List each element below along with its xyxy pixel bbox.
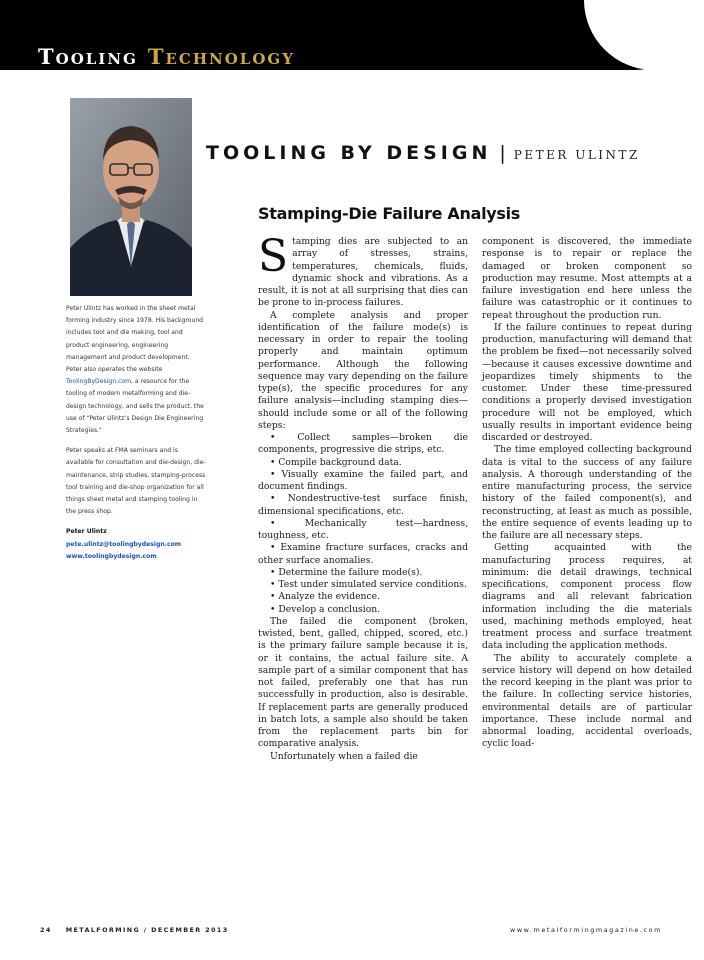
author-email-link[interactable]: pete.ulintz@toolingbydesign.com [66, 540, 182, 548]
section-word-technology: Technology [147, 44, 295, 69]
article-paragraph: A complete analysis and proper identification of the failure mode(s) is necessary in order to repair the tooling properly and maintain optimum performance. Although the following sequence may vary depending on the failure type(s), the specific procedures for any failure analysis—including stamping dies—should include some or all of the following steps: [258, 309, 468, 431]
author-photo [70, 98, 192, 296]
article-paragraph: Unfortunately when a failed die [270, 750, 418, 762]
portrait-image [70, 98, 192, 296]
column-title [206, 142, 640, 164]
author-invite: Peter speaks at FMA seminars and is available for consultation and die-design, die-maintenance, strip studies, stamping-process tool training and die-shop organization for all things sheet metal and stamping tooling in the press shop. [66, 447, 206, 516]
article-paragraph: The failed die component (broken, twisted, bent, galled, chipped, scored, etc.) is the primary failure sample because it is, or it contains, the actual failure site. A sample part of a similar component that has not failed, preferably one that has run successfully in production, also is desirable. If replacement parts are generally produced in batch lots, a sample also should be taken from the replacement parts bin for comparative analysis. [258, 615, 468, 750]
bio-text-end: , a resource for the tooling of modern metalforming and die-design technology, and sells the product, the use of "Peter Ulintz’s Design Die Engineering Strategies." [66, 378, 204, 435]
step-item: • Nondestructive-test surface finish, dimensional specifications, etc. [258, 493, 468, 517]
step-item: • Compile background data. [270, 456, 402, 468]
step-item: • Examine fracture surfaces, cracks and other surface anomalies. [258, 542, 468, 566]
step-item: • Determine the failure mode(s). [270, 566, 423, 578]
step-item: • Develop a conclusion. [270, 603, 381, 615]
column-author: PETER ULINTZ [513, 148, 640, 162]
article-column-2 [482, 236, 692, 751]
title-separator: | [499, 142, 506, 164]
footer-website[interactable]: www.metalformingmagazine.com [510, 926, 662, 934]
step-item: • Analyze the evidence. [270, 591, 380, 603]
publication-name: METALFORMING / DECEMBER 2013 [65, 926, 229, 934]
author-bio [66, 303, 206, 437]
bio-text-start: Peter Ulintz has worked in the sheet metal forming industry since 1978. His background includes tool and die making, tool and product engineering, engineering management and product development. Peter also operates the website [66, 305, 204, 374]
step-item: • Visually examine the failed part, and document findings. [258, 468, 468, 492]
article-paragraph: The time employed collecting background data is vital to the success of any failure analysis. A thorough understanding of the entire manufacturing process, the service history of the failed component(s), and reconstructing, at least as much as possible, the entire sequence of events leading up to the failure are all necessary steps. [482, 444, 692, 541]
article-paragraph: component is discovered, the immediate response is to repair or replace the damaged or broken component so production may resume. Most attempts at a failure investigation end here unless the failure was catastrophic or it continues to repeat throughout the production run. [482, 236, 692, 321]
section-label [38, 44, 295, 69]
article-column-1 [258, 231, 468, 763]
page-number: 24 [40, 926, 52, 934]
author-signature: Peter Ulintz [66, 528, 107, 536]
article-paragraph: The ability to accurately complete a service history will depend on how detailed the record keeping in the plant was prior to the failure. In collecting service histories, environmental details are of particular importance. These include normal and abnormal loading, accidental overloads, cyclic load- [482, 652, 692, 750]
step-item: • Test under simulated service conditions. [270, 579, 467, 590]
column-name: TOOLING BY DESIGN [206, 142, 492, 164]
article-headline: Stamping-Die Failure Analysis [258, 204, 521, 223]
first-paragraph-text: tamping dies are subjected to an array of stresses, strains, temperatures, chemicals, fluids, dynamic shock and vibrations. As a result, it is not at all surprising that dies can be prone to in-process failures. [258, 236, 468, 309]
footer-left [40, 926, 229, 934]
drop-cap: S [258, 231, 289, 282]
article-paragraph [258, 231, 468, 310]
article-paragraph: Getting acquainted with the manufacturing process requires, at minimum: die detail drawings, technical specifications, component process flow diagrams and all relevant fabrication information including the die materials used, machining methods employed, heat treatment process and surface treatment data including the application methods. [482, 542, 692, 652]
section-word-tooling: Tooling [38, 44, 138, 69]
author-sidebar [66, 303, 206, 563]
step-item: • Mechanically test—hardness, toughness, etc. [258, 517, 468, 541]
website-link[interactable]: ToolingByDesign.com [66, 378, 132, 386]
author-web-link[interactable]: www.toolingbydesign.com [66, 552, 157, 560]
step-item: • Collect samples—broken die components, progressive die strips, etc. [258, 432, 468, 456]
article-paragraph: If the failure continues to repeat during production, manufacturing will demand that the problem be fixed—not necessarily solved—because it causes excessive downtime and jeopardizes timely shipments to the customer. Under these time-pressured conditions a properly devised investigation procedure will not be employed, which usually results in important evidence being discarded or destroyed. [482, 321, 692, 443]
